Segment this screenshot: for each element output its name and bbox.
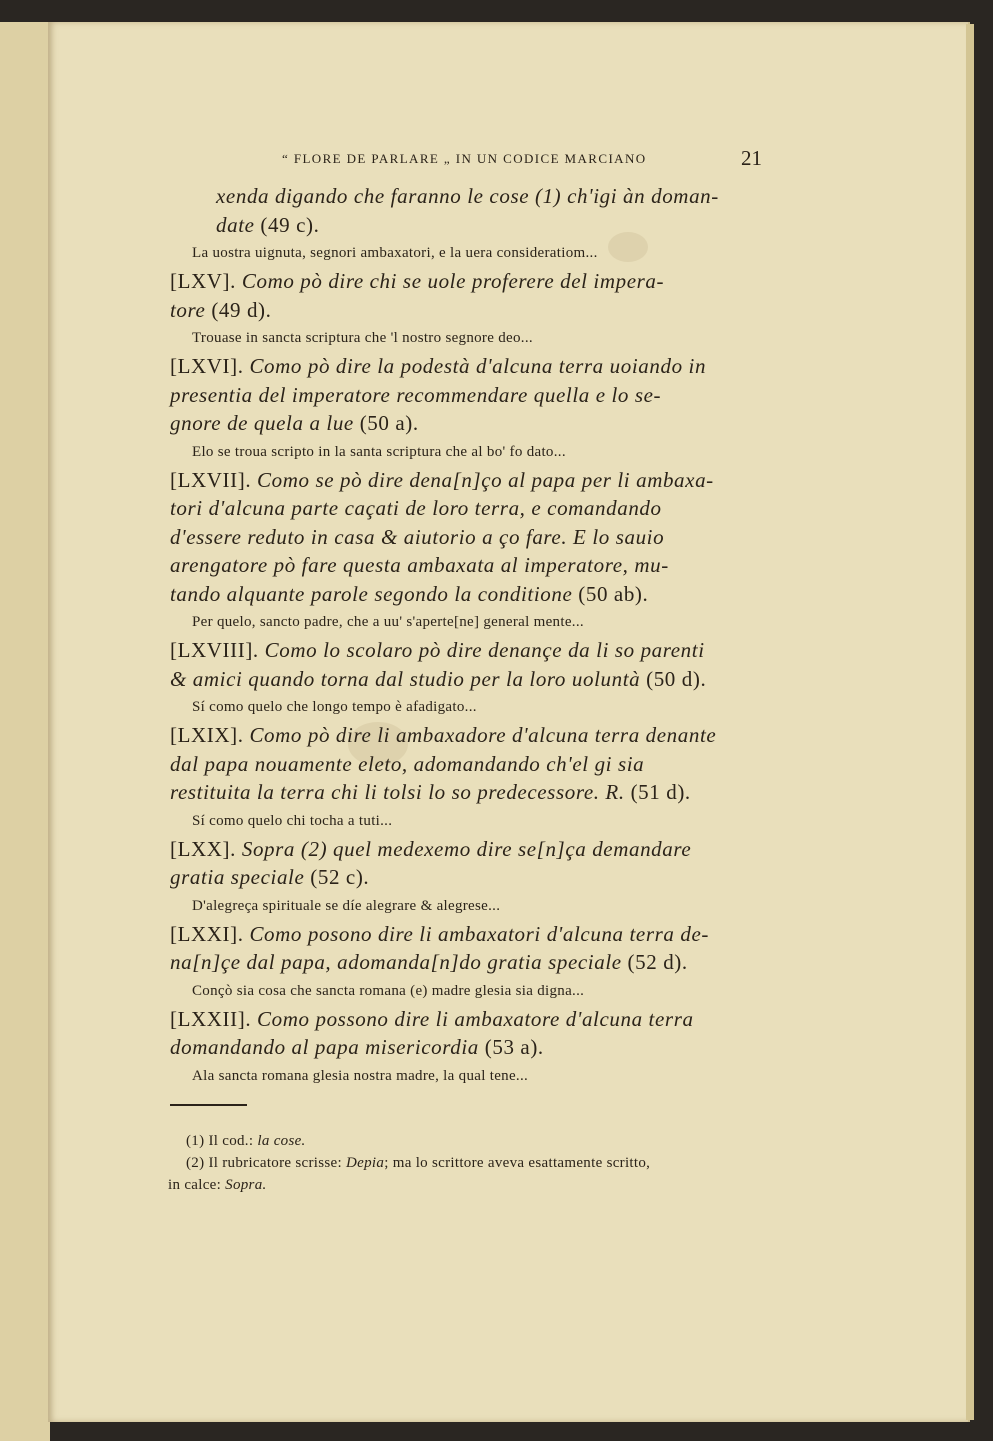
continuation-ital: date xyxy=(216,212,255,237)
entry-title-line xyxy=(170,409,762,438)
entry-number: [LXVIII]. xyxy=(170,638,259,662)
entry-number: [LXXII]. xyxy=(170,1006,252,1031)
entry-title-text: tore xyxy=(170,297,206,322)
footnote-2-ital: Sopra. xyxy=(225,1177,267,1193)
folio-ref: (49 c). xyxy=(260,212,320,237)
entry-title xyxy=(170,352,762,438)
footnote-2-cont xyxy=(168,1174,758,1196)
scan-background xyxy=(0,0,993,22)
entry-title-line xyxy=(170,750,762,779)
folio-ref: (50 d). xyxy=(646,666,707,691)
main-text xyxy=(170,182,762,1090)
folio-ref: (50 a). xyxy=(359,411,419,435)
entry-title-line xyxy=(170,1033,762,1062)
entry-title-text: tando alquante parole segondo la conditione xyxy=(170,581,573,606)
entry-title xyxy=(170,835,762,892)
incipit-line: Sí como quelo chi tocha a tuti... xyxy=(192,812,393,829)
entry-number: [LXX]. xyxy=(170,836,236,861)
entry-title-text: Como se pò dire dena[n]ço al papa per li ambaxa- xyxy=(257,467,714,492)
entry-title-text: na[n]çe dal papa, adomanda[n]do gratia speciale xyxy=(170,950,622,974)
folio-ref: (52 d). xyxy=(627,950,688,974)
entry-title-text: domandando al papa misericordia xyxy=(170,1035,479,1059)
entry-number: [LXV]. xyxy=(170,269,236,293)
footnote-1-ital: la cose. xyxy=(257,1133,306,1149)
continuation-line xyxy=(216,211,762,240)
entry-title-line xyxy=(170,920,762,949)
incipit-line: Per quelo, sancto padre, che a uu' s'aperte[ne] general mente... xyxy=(192,614,584,630)
continuation-line: xenda digando che faranno le cose (1) ch'igi àn doman- xyxy=(216,184,719,208)
entry-title xyxy=(170,267,762,324)
incipit-line: La uostra uignuta, segnori ambaxatori, e la uera consideratiom... xyxy=(192,245,598,261)
entry-title-text: Sopra (2) quel medexemo dire se[n]ça demandare xyxy=(241,836,692,861)
footnotes xyxy=(168,1130,758,1196)
entry-title-text: & amici quando torna dal studio per la loro uoluntà xyxy=(170,666,641,691)
page-edge xyxy=(966,24,974,1420)
footnote-2-text: (2) Il rubricatore scrisse: xyxy=(186,1155,342,1171)
entry-title-line xyxy=(170,721,762,750)
entry-title-text: Como pò dire chi se uole proferere del impera- xyxy=(241,269,665,293)
footnote-2-text: in calce: xyxy=(168,1177,222,1193)
running-title: “ FLORE DE PARLARE „ IN UN CODICE MARCIANO xyxy=(282,151,647,166)
entry-title-line xyxy=(170,636,762,665)
entry-title xyxy=(170,1005,762,1062)
footnote-2 xyxy=(168,1152,758,1174)
entry-title-line xyxy=(170,551,762,580)
entry-title-line xyxy=(170,948,762,977)
entry-title-line xyxy=(170,835,762,864)
incipit-line: Sí como quelo che longo tempo è afadigato... xyxy=(192,699,477,715)
entry-title-line xyxy=(170,352,762,381)
footnote-2-ital: Depia xyxy=(346,1155,385,1171)
footnote-rule xyxy=(170,1104,247,1106)
entry-title-line xyxy=(170,1005,762,1034)
entry-title-text: tori d'alcuna parte caçati de loro terra, e comandando xyxy=(170,496,662,520)
entry-title-text: gnore de quela a lue xyxy=(170,411,354,435)
entry-title-text: d'essere reduto in casa & aiutorio a ço fare. E lo sauio xyxy=(170,524,665,549)
folio-ref: (53 a). xyxy=(484,1035,544,1059)
entry-title-text: Como pò dire la podestà d'alcuna terra uoiando in xyxy=(249,354,707,378)
entry-number: [LXIX]. xyxy=(170,723,244,747)
entry-title xyxy=(170,466,762,609)
entry-title xyxy=(170,721,762,807)
footnote-1 xyxy=(168,1130,758,1152)
entry-title-text: Como pò dire li ambaxadore d'alcuna terra denante xyxy=(249,723,717,747)
folio-ref: (49 d). xyxy=(211,297,272,322)
entry-title-text: presentia del imperatore recommendare quella e lo se- xyxy=(170,382,662,407)
entry-number: [LXVII]. xyxy=(170,467,252,492)
entry-title-line xyxy=(170,494,762,523)
final-incipit: Ala sancta romana glesia nostra madre, la qual tene... xyxy=(192,1067,529,1084)
footnote-1-text: (1) Il cod.: xyxy=(186,1133,254,1149)
entry-title-text: restituita la terra chi li tolsi lo so predecessore. R. xyxy=(170,780,625,804)
entry-title-text: dal papa nouamente eleto, adomandando ch'el gi sia xyxy=(170,751,645,776)
entry-title-text: Como posono dire li ambaxatori d'alcuna terra de- xyxy=(249,921,709,946)
entry-title-text: Como possono dire li ambaxatore d'alcuna terra xyxy=(257,1006,694,1031)
page-number: 21 xyxy=(741,146,762,170)
entry-title-line xyxy=(170,466,762,495)
entry-title-line xyxy=(170,580,762,609)
incipit-line: D'alegreça spirituale se díe alegrare & alegrese... xyxy=(192,897,501,914)
entry-title-line xyxy=(170,778,762,807)
entry-title-text: Como lo scolaro pò dire denançe da li so parenti xyxy=(264,638,705,662)
entry-title-line xyxy=(170,296,762,325)
entry-title-line xyxy=(170,381,762,410)
continuation-text xyxy=(170,182,762,239)
entry-title-line xyxy=(170,523,762,552)
entry-title-line xyxy=(170,665,762,694)
running-head xyxy=(0,148,993,172)
entry-title-text: gratia speciale xyxy=(170,865,305,889)
folio-ref: (51 d). xyxy=(630,780,691,804)
entry-title xyxy=(170,636,762,693)
folio-ref: (52 c). xyxy=(310,865,370,889)
entry-number: [LXVI]. xyxy=(170,354,244,378)
incipit-line: Elo se troua scripto in la santa scriptura che al bo' fo dato... xyxy=(192,443,566,460)
entry-list xyxy=(170,242,762,1062)
left-page-edge xyxy=(0,22,50,1441)
folio-ref: (50 ab). xyxy=(578,581,649,606)
incipit-line: Conçò sia cosa che sancta romana (e) madre glesia sia digna... xyxy=(192,982,585,999)
entry-title xyxy=(170,920,762,977)
entry-title-line xyxy=(170,863,762,892)
entry-number: [LXXI]. xyxy=(170,921,244,946)
entry-title-text: arengatore pò fare questa ambaxata al imperatore, mu- xyxy=(170,553,669,577)
incipit-line: Trouase in sancta scriptura che 'l nostro segnore deo... xyxy=(192,330,533,346)
entry-title-line xyxy=(170,267,762,296)
footnote-2-text: ; ma lo scrittore aveva esattamente scritto, xyxy=(384,1155,651,1171)
